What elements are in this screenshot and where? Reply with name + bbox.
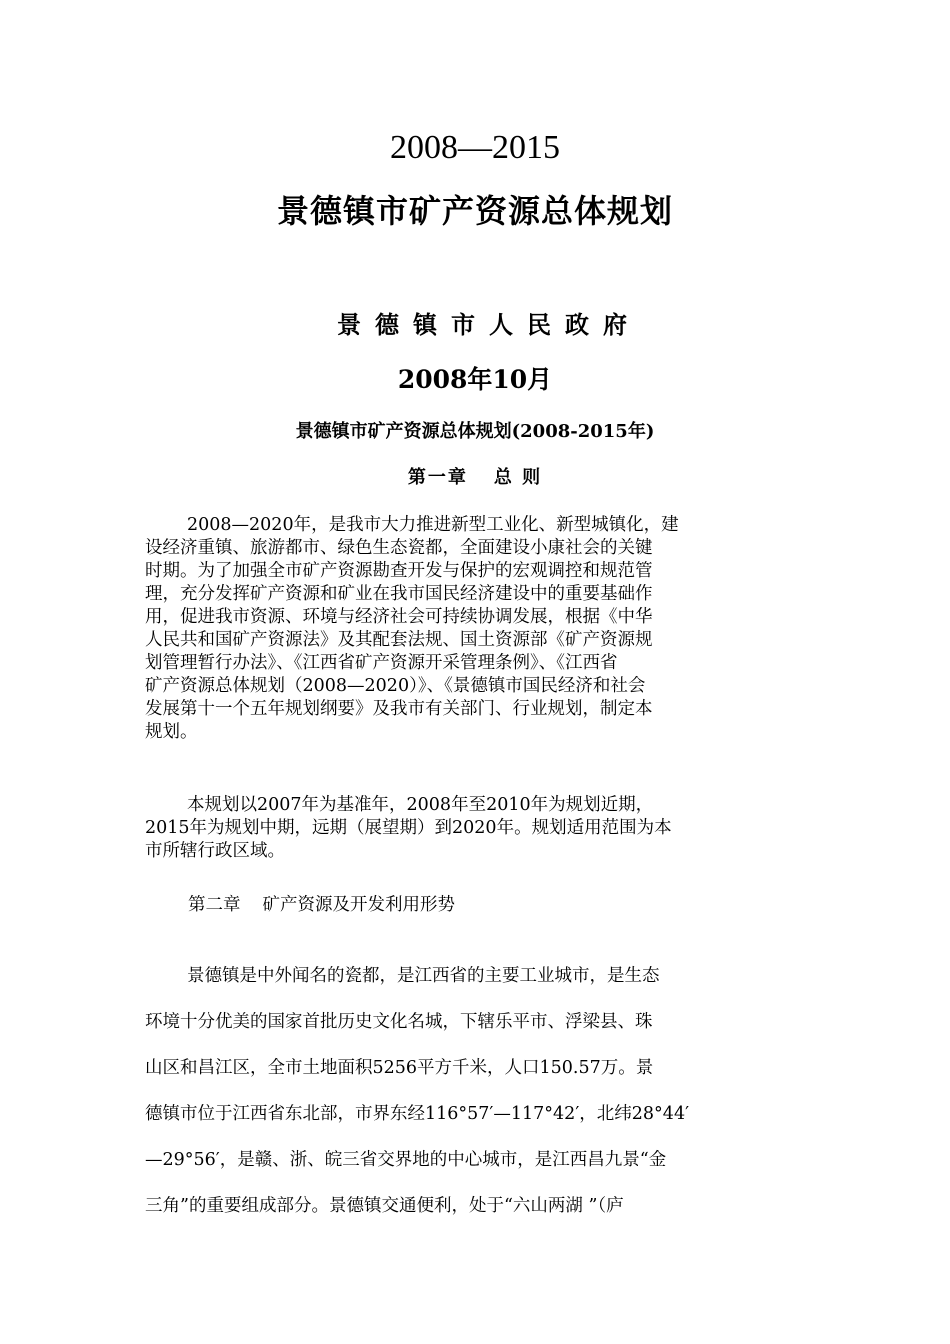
chapter-2-heading: [188, 892, 455, 918]
cover-issuer: 景德镇市人民政府: [337, 310, 641, 339]
paragraph-line: 本规划以2007年为基准年，2008年至2010年为规划近期，: [187, 795, 654, 815]
cover-title: 景德镇市矿产资源总体规划: [276, 192, 673, 230]
paragraph-line: 规划。: [145, 722, 198, 742]
paragraph-line: 时期。为了加强全市矿产资源勘查开发与保护的宏观调控和规范管: [145, 561, 653, 581]
chapter-1-number: 第一章: [407, 467, 468, 488]
paragraph-line: 环境十分优美的国家首批历史文化名城，下辖乐平市、浮梁县、珠: [145, 1012, 653, 1032]
chapter-2-number: 第二章: [188, 895, 241, 915]
paragraph-line: 景德镇是中外闻名的瓷都，是江西省的主要工业城市，是生态: [187, 966, 660, 986]
chapter-2-title: 矿产资源及开发利用形势: [262, 895, 455, 915]
paragraph-line: 2015年为规划中期，远期（展望期）到2020年。规划适用范围为本: [145, 818, 672, 838]
chapter-1-title: 总 则: [493, 467, 543, 488]
paragraph-planning-period: [145, 794, 672, 863]
paragraph-line: 划管理暂行办法》、《江西省矿产资源开采管理条例》、《江西省: [145, 653, 618, 673]
paragraph-line: 人民共和国矿产资源法》及其配套法规、国土资源部《矿产资源规: [145, 630, 653, 650]
paragraph-line: 市所辖行政区域。: [145, 841, 285, 861]
paragraph-line: 德镇市位于江西省东北部，市界东经116°57′—117°42′，北纬28°44′: [145, 1104, 690, 1124]
paragraph-city-overview: [145, 953, 689, 1229]
paragraph-line: 矿产资源总体规划（2008—2020）》、《景德镇市国民经济和社会: [145, 676, 646, 696]
paragraph-line: 用，促进我市资源、环境与经济社会可持续协调发展，根据《中华: [145, 607, 653, 627]
paragraph-line: 三角”的重要组成部分。景德镇交通便利，处于“六山两湖 ”（庐: [145, 1196, 624, 1216]
paragraph-line: 理，充分发挥矿产资源和矿业在我市国民经济建设中的重要基础作: [145, 584, 653, 604]
document-heading: 景德镇市矿产资源总体规划(2008-2015年): [295, 421, 655, 442]
paragraph-line: 设经济重镇、旅游都市、绿色生态瓷都，全面建设小康社会的关键: [145, 538, 653, 558]
paragraph-line: —29°56′，是赣、浙、皖三省交界地的中心城市，是江西昌九景“金: [145, 1150, 667, 1170]
paragraph-line: 发展第十一个五年规划纲要》及我市有关部门、行业规划，制定本: [145, 699, 653, 719]
cover-year-range: 2008—2015: [390, 129, 560, 166]
paragraph-line: 山区和昌江区，全市土地面积5256平方千米，人口150.57万。景: [145, 1058, 654, 1078]
cover-date: 2008年10月: [397, 365, 553, 394]
paragraph-line: 2008—2020年，是我市大力推进新型工业化、新型城镇化，建: [187, 515, 679, 535]
paragraph-general-provisions: [145, 514, 679, 744]
chapter-1-heading: [0, 464, 950, 492]
